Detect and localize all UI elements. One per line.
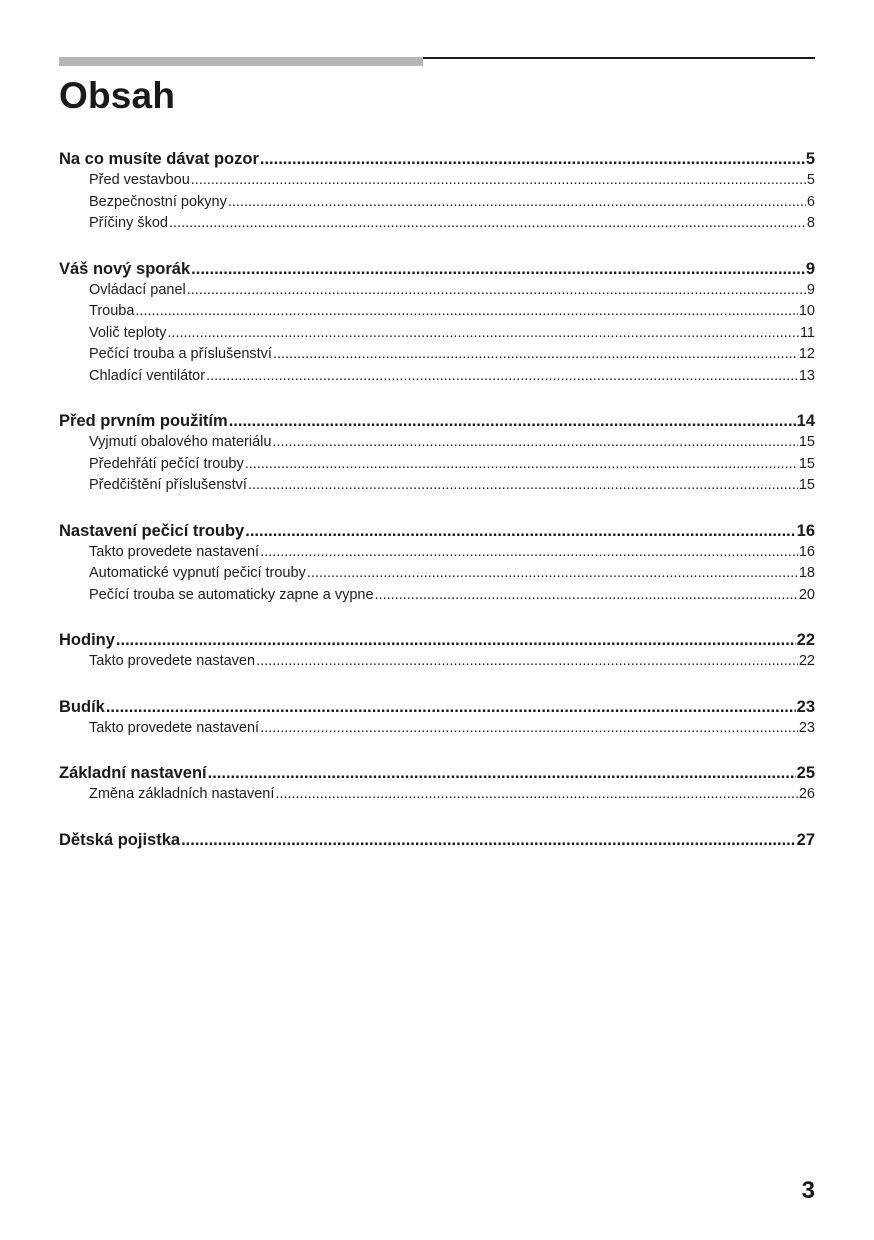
toc-entry[interactable]	[59, 520, 815, 542]
page-title: Obsah	[59, 75, 176, 116]
toc-subentry-page: 10	[798, 303, 815, 319]
toc-subentry-page: 18	[798, 565, 815, 581]
toc-subentry-label: Trouba	[89, 303, 135, 319]
toc-entry-label: Před prvním použitím	[59, 412, 228, 430]
toc-subentry-label: Bezpečnostní pokyny	[89, 193, 227, 210]
toc-entry-label: Nastavení pečicí trouby	[59, 521, 245, 540]
toc-subentry-label: Předčištění příslušenství	[89, 477, 247, 493]
toc-subentry-label: Takto provedete nastaven	[89, 653, 256, 669]
toc-subentry[interactable]	[59, 542, 815, 564]
toc-subentry[interactable]	[59, 432, 815, 454]
toc-subentry-page: 23	[798, 719, 815, 736]
toc-entry[interactable]	[59, 762, 815, 784]
toc-entry-label: Dětská pojistka	[59, 830, 181, 849]
toc-subentry[interactable]	[59, 323, 815, 345]
toc-subentry-label: Takto provedete nastavení	[89, 719, 260, 736]
toc-subentry-label: Automatické vypnutí pečicí trouby	[89, 565, 306, 581]
section-spacer	[59, 739, 815, 762]
toc-entry-label: Váš nový sporák	[59, 259, 191, 278]
dot-leader	[181, 829, 796, 851]
toc-entry-label: Hodiny	[59, 631, 115, 649]
dot-leader	[248, 475, 798, 497]
toc-subentry[interactable]	[59, 280, 815, 302]
section-spacer	[59, 806, 815, 829]
toc-subentry-page: 20	[798, 586, 815, 603]
toc-subentry-page: 12	[798, 346, 815, 362]
toc-subentry-page: 9	[806, 281, 815, 298]
dot-leader	[169, 213, 806, 235]
page-number: 3	[801, 1177, 815, 1204]
toc-subentry[interactable]	[59, 344, 815, 366]
header-rule-thick	[59, 57, 423, 66]
toc-subentry[interactable]	[59, 301, 815, 323]
dot-leader	[260, 148, 805, 170]
toc-subentry[interactable]	[59, 651, 815, 673]
dot-leader	[256, 651, 798, 673]
toc-subentry[interactable]	[59, 475, 815, 497]
toc-entry[interactable]	[59, 696, 815, 718]
toc-subentry[interactable]	[59, 718, 815, 740]
toc-entry-page: 25	[796, 764, 815, 782]
toc-subentry-page: 11	[799, 324, 815, 341]
toc-subentry-label: Ovládací panel	[89, 281, 186, 298]
section-spacer	[59, 673, 815, 696]
toc-subentry[interactable]	[59, 454, 815, 476]
dot-leader	[187, 280, 806, 302]
toc-entry[interactable]	[59, 148, 815, 170]
toc-subentry[interactable]	[59, 366, 815, 388]
toc-section	[59, 762, 815, 806]
toc-subentry-label: Takto provedete nastavení	[89, 543, 260, 560]
toc-subentry-page: 16	[798, 543, 815, 560]
toc-subentry[interactable]	[59, 563, 815, 585]
section-spacer	[59, 387, 815, 410]
toc-entry-page: 9	[805, 259, 815, 278]
toc-entry-page: 22	[796, 631, 815, 649]
dot-leader	[260, 542, 798, 564]
toc-entry-page: 23	[796, 697, 815, 716]
toc-subentry[interactable]	[59, 585, 815, 607]
toc-subentry-page: 15	[798, 477, 815, 493]
toc-entry[interactable]	[59, 629, 815, 651]
dot-leader	[260, 718, 798, 740]
toc-section	[59, 829, 815, 851]
toc-subentry-page: 22	[798, 653, 815, 669]
section-spacer	[59, 235, 815, 258]
dot-leader	[116, 629, 796, 651]
dot-leader	[245, 520, 795, 542]
table-of-contents	[59, 148, 815, 851]
toc-subentry[interactable]	[59, 170, 815, 192]
dot-leader	[206, 366, 798, 388]
toc-entry-page: 5	[805, 150, 815, 168]
toc-entry[interactable]	[59, 829, 815, 851]
toc-section	[59, 410, 815, 497]
header-rule	[59, 57, 815, 67]
dot-leader	[228, 192, 806, 214]
toc-section	[59, 629, 815, 673]
toc-subentry-page: 5	[806, 172, 815, 188]
dot-leader	[272, 432, 797, 454]
toc-subentry[interactable]	[59, 213, 815, 235]
toc-subentry-label: Předehřátí pečící trouby	[89, 455, 244, 472]
toc-subentry-label: Pečící trouba a příslušenství	[89, 346, 272, 362]
toc-section	[59, 258, 815, 388]
toc-subentry[interactable]	[59, 784, 815, 806]
dot-leader	[245, 454, 798, 476]
toc-subentry-label: Volič teploty	[89, 324, 167, 341]
dot-leader	[135, 301, 797, 323]
section-spacer	[59, 497, 815, 520]
toc-subentry-label: Před vestavbou	[89, 172, 190, 188]
toc-section	[59, 520, 815, 607]
toc-entry-page: 14	[796, 412, 815, 430]
toc-subentry-label: Pečící trouba se automaticky zapne a vypne	[89, 586, 374, 603]
toc-entry-label: Na co musíte dávat pozor	[59, 150, 259, 168]
dot-leader	[167, 323, 799, 345]
toc-section	[59, 148, 815, 235]
toc-subentry-page: 15	[798, 455, 815, 472]
dot-leader	[375, 585, 798, 607]
dot-leader	[229, 410, 796, 432]
toc-subentry-page: 26	[798, 786, 815, 802]
dot-leader	[307, 563, 798, 585]
toc-section	[59, 696, 815, 740]
dot-leader	[191, 170, 806, 192]
toc-entry[interactable]	[59, 258, 815, 280]
toc-entry[interactable]	[59, 410, 815, 432]
toc-subentry-page: 13	[798, 367, 815, 384]
toc-subentry-label: Změna základních nastavení	[89, 786, 275, 802]
toc-subentry[interactable]	[59, 192, 815, 214]
toc-subentry-label: Příčiny škod	[89, 215, 168, 231]
dot-leader	[208, 762, 796, 784]
toc-entry-label: Základní nastavení	[59, 764, 207, 782]
toc-subentry-label: Vyjmutí obalového materiálu	[89, 434, 272, 450]
toc-entry-label: Budík	[59, 697, 105, 716]
dot-leader	[191, 258, 805, 280]
toc-subentry-label: Chladící ventilátor	[89, 367, 206, 384]
toc-subentry-page: 8	[806, 215, 815, 231]
dot-leader	[275, 784, 797, 806]
toc-entry-page: 16	[796, 521, 815, 540]
section-spacer	[59, 606, 815, 629]
dot-leader	[273, 344, 798, 366]
toc-subentry-page: 15	[798, 434, 815, 450]
dot-leader	[106, 696, 796, 718]
toc-entry-page: 27	[796, 830, 815, 849]
toc-subentry-page: 6	[806, 193, 815, 210]
